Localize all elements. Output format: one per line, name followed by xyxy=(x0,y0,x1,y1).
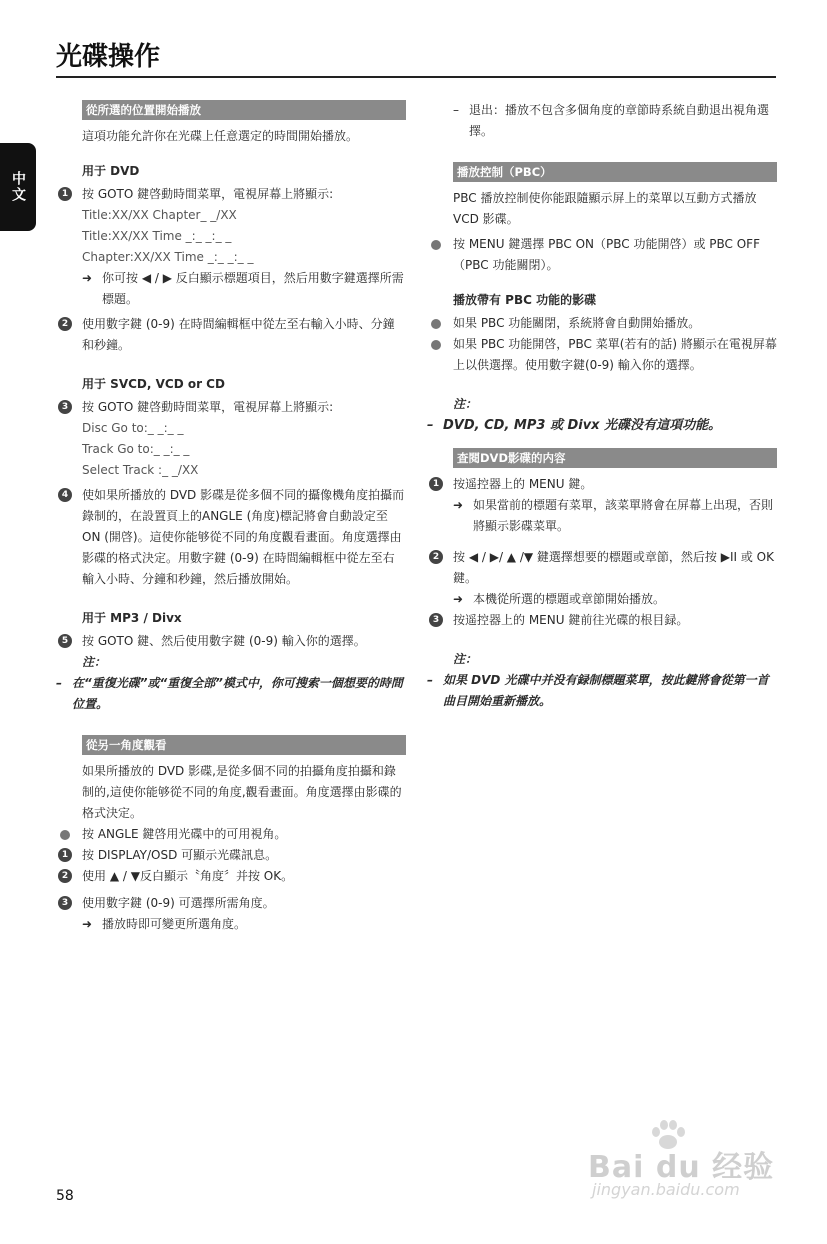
bullet-text: 如果 PBC 功能開啓，PBC 菜單(若有的話) 將顯示在電視屏幕上以供選擇。使用數字鍵(0-9) 輸入你的選擇。 xyxy=(453,337,777,372)
step-1 xyxy=(427,474,777,495)
step-number-icon: 2 xyxy=(58,317,72,331)
step-3 xyxy=(427,610,777,631)
section-heading-contents: 查閱DVD影碟的内容 xyxy=(453,448,777,468)
step-text: 按 GOTO 鍵啓動時間菜單，電視屏幕上將顯示: xyxy=(82,187,334,201)
step-text: 按遥控器上的 MENU 鍵前往光碟的根目録。 xyxy=(453,613,689,627)
arrow-icon: ➜ xyxy=(453,498,464,512)
subheading-svcd: 用于 SVCD, VCD or CD xyxy=(82,377,225,391)
section-heading-pbc: 播放控制（PBC） xyxy=(453,162,777,182)
bullet xyxy=(56,824,406,845)
section-heading-goto: 從所選的位置開始播放 xyxy=(82,100,406,120)
step-number-icon: 1 xyxy=(58,848,72,862)
step-text: 使用數字鍵 (0-9) 可選擇所需角度。 xyxy=(82,896,275,910)
watermark-brand: Bai du 经验 xyxy=(588,1150,775,1185)
display-line: Track Go to:_ _:_ _ xyxy=(82,442,190,456)
step-2 xyxy=(56,314,406,356)
step-3 xyxy=(56,893,406,914)
result-line xyxy=(427,589,777,610)
step-number-icon: 2 xyxy=(58,869,72,883)
note-label: 注： xyxy=(453,652,478,666)
result-line xyxy=(427,495,777,537)
section-intro: PBC 播放控制使你能跟隨顯示屏上的菜單以互動方式播放 VCD 影碟。 xyxy=(453,191,757,226)
display-line: Title:XX/XX Time _:_ _:_ _ xyxy=(82,229,232,243)
step-text: 使如果所播放的 DVD 影碟是從多個不同的攝像機角度拍攝而錄制的，在設置頁上的ANGLE (角度)標記將會自動設定至 ON (開啓)。這使你能够從不同的角度觀看畫面。角度選擇由影碟的格式決定。用數字鍵 (0-9) 在時間編輯框中從左至右輸入小時、分鐘和秒鐘，然后播放開始。 xyxy=(82,488,405,586)
display-line: Title:XX/XX Chapter_ _/XX xyxy=(82,208,237,222)
step-number-icon: 4 xyxy=(58,488,72,502)
arrow-icon: ➜ xyxy=(453,592,464,606)
language-tab: 中文 xyxy=(0,143,36,231)
page-number: 58 xyxy=(56,1188,74,1204)
bullet-text: 如果 PBC 功能關閉，系統將會自動開始播放。 xyxy=(453,316,701,330)
exit-line xyxy=(427,100,777,142)
note-body: 如果 DVD 光碟中并没有録制標題菜單，按此鍵將會從第一首曲目開始重新播放。 xyxy=(443,673,769,708)
step-number-icon: 3 xyxy=(58,400,72,414)
result-line xyxy=(56,914,406,935)
note-body: 在“重復光碟”或“重復全部”模式中，你可搜索一個想要的時間位置。 xyxy=(72,676,403,711)
result-line xyxy=(56,268,406,310)
arrow-icon: ➜ xyxy=(82,917,93,931)
step-number-icon: 3 xyxy=(429,613,443,627)
dash: – xyxy=(56,676,62,690)
step-1 xyxy=(56,184,406,205)
note-text xyxy=(30,673,406,715)
subheading-pbc: 播放帶有 PBC 功能的影碟 xyxy=(453,293,597,307)
page-title: 光碟操作 xyxy=(56,42,161,72)
bullet-text: 按 MENU 鍵選擇 PBC ON（PBC 功能開啓）或 PBC OFF（PBC 功能關閉）。 xyxy=(453,237,760,272)
bullet-icon xyxy=(60,830,70,840)
step-number-icon: 3 xyxy=(58,896,72,910)
result-text: 如果當前的標題有菜單，該菜單將會在屏幕上出現，否則將顯示影碟菜單。 xyxy=(473,498,774,533)
right-column xyxy=(427,100,777,712)
step-number-icon: 1 xyxy=(429,477,443,491)
note-label: 注： xyxy=(82,655,107,669)
exit-text: 退出：播放不包含多個角度的章節時系統自動退出視角選擇。 xyxy=(469,103,770,138)
note-body: DVD, CD, MP3 或 Divx 光碟没有這項功能。 xyxy=(443,418,722,433)
step-2 xyxy=(56,866,406,887)
step-number-icon: 1 xyxy=(58,187,72,201)
step-5 xyxy=(56,631,406,652)
section-heading-angle: 從另一角度觀看 xyxy=(82,735,406,755)
step-3 xyxy=(56,397,406,418)
title-rule xyxy=(56,76,776,78)
watermark-url: jingyan.baidu.com xyxy=(592,1180,740,1199)
bullet-icon xyxy=(431,319,441,329)
arrow-icon: ➜ xyxy=(82,271,93,285)
bullet-icon xyxy=(431,340,441,350)
subheading-mp3: 用于 MP3 / Divx xyxy=(82,611,182,625)
bullet-icon xyxy=(431,240,441,250)
step-4 xyxy=(56,485,406,590)
bullet xyxy=(427,313,777,334)
step-text: 按遥控器上的 MENU 鍵。 xyxy=(453,477,593,491)
note-text xyxy=(401,415,777,436)
step-text: 按 DISPLAY/OSD 可顯示光碟訊息。 xyxy=(82,848,278,862)
bullet-text: 按 ANGLE 鍵啓用光碟中的可用視角。 xyxy=(82,827,287,841)
step-number-icon: 2 xyxy=(429,550,443,564)
display-line: Chapter:XX/XX Time _:_ _:_ _ xyxy=(82,250,254,264)
dash: – xyxy=(453,103,459,117)
step-text: 按 GOTO 鍵、然后使用數字鍵 (0-9) 輸入你的選擇。 xyxy=(82,634,366,648)
subheading-dvd: 用于 DVD xyxy=(82,164,140,178)
step-number-icon: 5 xyxy=(58,634,72,648)
note-label: 注： xyxy=(453,397,478,411)
dash: – xyxy=(427,673,433,687)
bullet xyxy=(427,234,777,276)
result-text: 播放時即可變更所選角度。 xyxy=(102,917,247,931)
step-text: 使用數字鍵 (0-9) 在時間編輯框中從左至右輸入小時、分鐘和秒鐘。 xyxy=(82,317,395,352)
step-text: 按 ◀ / ▶/ ▲ /▼ 鍵選擇想要的標題或章節，然后按 ▶II 或 OK 鍵。 xyxy=(453,550,774,585)
note-text xyxy=(401,670,777,712)
section-intro: 如果所播放的 DVD 影碟,是從多個不同的拍攝角度拍攝和錄制的,這使你能够從不同的角度,觀看畫面。角度選擇由影碟的格式決定。 xyxy=(82,764,402,820)
result-text: 本機從所選的標題或章節開始播放。 xyxy=(473,592,666,606)
section-intro: 這項功能允許你在光碟上任意選定的時間開始播放。 xyxy=(82,129,359,143)
result-text: 你可按 ◀ / ▶ 反白顯示標題項目，然后用數字鍵選擇所需標題。 xyxy=(102,271,404,306)
step-text: 使用 ▲ / ▼反白顯示〝角度〞并按 OK。 xyxy=(82,869,294,883)
bullet xyxy=(427,334,777,376)
step-text: 按 GOTO 鍵啓動時間菜單，電視屏幕上將顯示: xyxy=(82,400,334,414)
step-2 xyxy=(427,547,777,589)
dash: – xyxy=(427,418,434,433)
display-line: Disc Go to:_ _:_ _ xyxy=(82,421,184,435)
display-line: Select Track :_ _/XX xyxy=(82,463,199,477)
left-column xyxy=(56,100,406,935)
step-1 xyxy=(56,845,406,866)
